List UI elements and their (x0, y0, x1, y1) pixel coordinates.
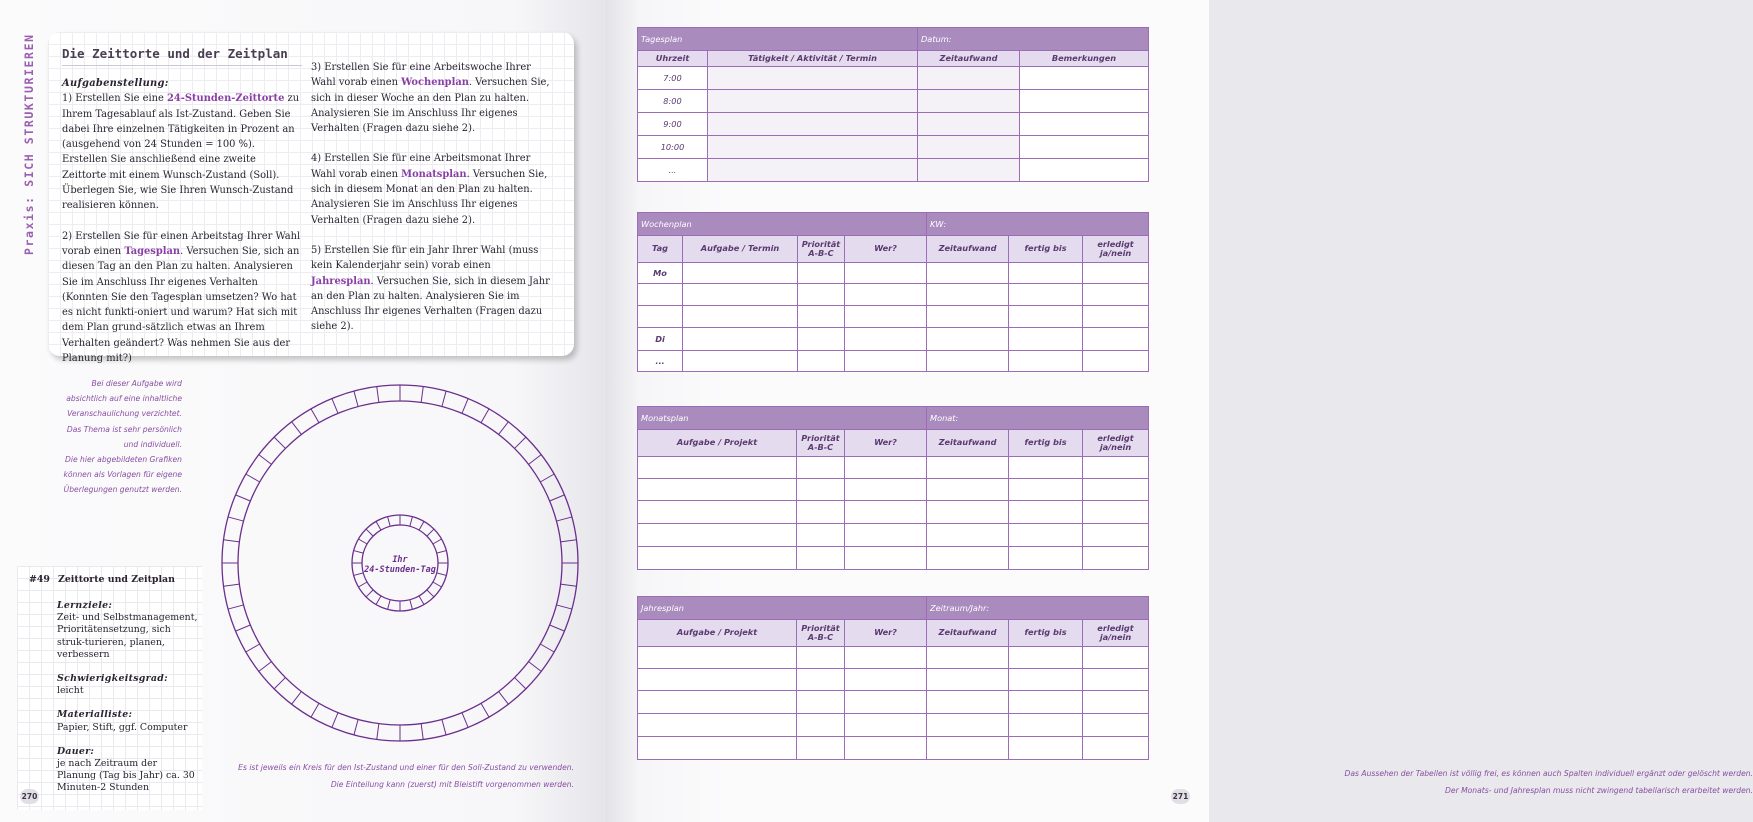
tables-caption-line: Das Aussehen der Tabellen ist völlig frei, es können auch Spalten individuell ergänzt oder gelöscht werden. (1344, 769, 1753, 778)
column-header: Aufgabe / Termin (683, 236, 798, 263)
exercise-details (57, 600, 199, 807)
table-cell[interactable] (1083, 547, 1149, 570)
table-cell[interactable] (845, 737, 927, 760)
outer-segment-tick (292, 692, 302, 705)
day-cell (638, 284, 683, 306)
highlight-term: 24-Stunden-Zeittorte (167, 93, 285, 105)
table-cell[interactable] (1009, 328, 1083, 351)
inner-segment-tick (419, 596, 424, 605)
outer-segment-tick (421, 724, 423, 740)
paragraph-text: 2) Erstellen Sie für einen Arbeitstag Ihrer Wahl vorab einen (62, 230, 301, 257)
inner-segment-tick (437, 573, 447, 576)
remarks-cell[interactable] (1020, 113, 1149, 136)
side-note-line: absichtlich auf eine inhaltliche (66, 394, 182, 404)
table-cell[interactable] (798, 328, 845, 351)
table-cell[interactable] (638, 669, 797, 691)
tagesplan-title: Tagesplan (638, 28, 918, 51)
table-cell[interactable] (1009, 669, 1083, 691)
effort-cell[interactable] (918, 113, 1020, 136)
table-cell[interactable] (797, 547, 845, 570)
table-cell[interactable] (797, 714, 845, 737)
paragraph-text: . Versuchen Sie, sich an diesen Tag an den Plan zu halten. Analysieren Sie im Anschluss Ihr eigenes Verhalten (Konnten Sie den Tagesplan umsetzen? Wo hat es nicht funkti-oniert und warum? Hat sich mit dem Plan grund-sätzlich etwas an Ihrem Verhalten geändert? Was nehmen Sie aus der Planung mit?) (62, 245, 300, 365)
outer-segment-tick (311, 703, 319, 717)
table-cell[interactable] (845, 263, 927, 284)
table-cell[interactable] (1009, 691, 1083, 714)
table-cell[interactable] (1009, 284, 1083, 306)
exercise-number: #49 (29, 574, 50, 585)
table-cell[interactable] (798, 306, 845, 328)
table-cell[interactable] (927, 714, 1009, 737)
material-label: Materialliste: (57, 709, 133, 721)
exercise-info-card (17, 566, 202, 810)
column-header: Zeitaufwand (918, 51, 1020, 67)
table-cell[interactable] (797, 737, 845, 760)
material-value: Papier, Stift, ggf. Computer (57, 721, 188, 733)
difficulty-label: Schwierigkeitsgrad: (57, 673, 168, 685)
column-header: Zeitaufwand (927, 430, 1009, 457)
table-cell[interactable] (638, 547, 797, 570)
table-cell[interactable] (1083, 737, 1149, 760)
outer-segment-tick (481, 703, 489, 717)
table-cell[interactable] (927, 263, 1009, 284)
outer-segment-tick (246, 644, 260, 652)
time-cell: 7:00 (638, 67, 708, 90)
paragraph-text: . Versuchen Sie, sich in dieser Woche an den Plan zu halten. Analysieren Sie im Anschluss Ihr eigenes Verhalten (Fragen dazu siehe 2). (311, 77, 550, 135)
column-header: Aufgabe / Projekt (638, 620, 797, 647)
jahresplan-table (637, 596, 1149, 760)
table-cell[interactable] (797, 669, 845, 691)
table-cell[interactable] (798, 284, 845, 306)
monatsplan-month-label: Monat: (927, 407, 1149, 430)
column-header: Wer? (845, 236, 927, 263)
table-cell[interactable] (1083, 328, 1149, 351)
activity-cell[interactable] (708, 67, 918, 90)
page-number-left: 270 (20, 789, 39, 804)
table-cell[interactable] (1009, 306, 1083, 328)
inner-segment-tick (427, 529, 434, 536)
highlight-term: Jahresplan (311, 275, 371, 287)
outer-segment-tick (292, 422, 302, 435)
tables-caption (1245, 765, 1753, 799)
table-cell[interactable] (845, 306, 927, 328)
activity-cell[interactable] (708, 113, 918, 136)
remarks-cell[interactable] (1020, 136, 1149, 159)
table-cell[interactable] (927, 547, 1009, 570)
duration-value: je nach Zeitraum der Planung (Tag bis Jahr) ca. 30 Minuten-2 Stunden (57, 758, 195, 794)
table-cell[interactable] (683, 284, 798, 306)
table-cell[interactable] (1083, 669, 1149, 691)
outer-segment-tick (224, 540, 240, 542)
table-cell[interactable] (638, 501, 797, 524)
outer-segment-tick (442, 391, 446, 406)
paragraph-text: 5) Erstellen Sie für ein Jahr Ihrer Wahl (muss kein Kalenderjahr sein) vorab einen (311, 244, 539, 272)
paragraph-text: 3) Erstellen Sie für eine Arbeitswoche Ihrer Wahl vorab einen (311, 62, 531, 89)
task-paragraph-5 (311, 243, 551, 335)
table-cell[interactable] (1009, 351, 1083, 372)
outer-segment-tick (274, 437, 285, 448)
side-note-line: können als Vorlagen für eigene (63, 470, 182, 480)
table-cell[interactable] (1009, 647, 1083, 669)
inner-segment-tick (376, 596, 381, 605)
table-cell[interactable] (1009, 263, 1083, 284)
outer-segment-tick (421, 387, 423, 403)
paragraph-text: . Versuchen Sie, sich in diesem Jahr an den Plan zu halten. Analysieren Sie im Anschluss Ihr eigenes Verhalten (Fragen dazu siehe 2). (311, 275, 550, 333)
wochenplan-kw-label: KW: (927, 213, 1149, 236)
time-cell: 9:00 (638, 113, 708, 136)
table-cell[interactable] (927, 479, 1009, 501)
difficulty-block (57, 673, 199, 697)
table-cell[interactable] (683, 263, 798, 284)
table-cell[interactable] (1009, 479, 1083, 501)
inner-segment-tick (437, 551, 447, 554)
table-cell[interactable] (1009, 737, 1083, 760)
clock-caption (214, 759, 574, 793)
table-cell[interactable] (638, 457, 797, 479)
outer-segment-tick (354, 719, 358, 734)
chapter-sidebar-title: Praxis: SICH STRUKTURIEREN (22, 33, 36, 255)
table-cell[interactable] (927, 737, 1009, 760)
goals-label: Lernziele: (57, 600, 113, 611)
time-cell: 8:00 (638, 90, 708, 113)
clock-center-label-line2: 24-Stunden-Tag (364, 565, 436, 575)
column-header: erledigt ja/nein (1083, 236, 1149, 263)
table-cell[interactable] (638, 524, 797, 547)
side-note-line: Veranschaulichung verzichtet. (67, 409, 182, 419)
tables-caption-line: Der Monats- und Jahresplan muss nicht zwingend tabellarisch erarbeitet werden. (1445, 786, 1753, 795)
outer-segment-tick (311, 409, 319, 423)
inner-segment-tick (433, 582, 442, 587)
outer-segment-tick (228, 605, 243, 609)
table-cell[interactable] (1009, 501, 1083, 524)
table-cell[interactable] (1009, 714, 1083, 737)
task-paragraph-2 (62, 229, 302, 367)
column-header: Tag (638, 236, 683, 263)
table-cell[interactable] (845, 284, 927, 306)
table-cell[interactable] (638, 737, 797, 760)
table-cell[interactable] (845, 457, 927, 479)
highlight-term: Tagesplan (124, 245, 181, 257)
column-header: Bemerkungen (1020, 51, 1149, 67)
table-cell[interactable] (845, 691, 927, 714)
jahresplan-title: Jahresplan (638, 597, 927, 620)
inner-segment-tick (366, 529, 373, 536)
column-header: Priorität A-B-C (797, 430, 845, 457)
clock-center-label-line1: Ihr (392, 555, 408, 565)
outer-segment-tick (556, 517, 571, 521)
inner-segment-tick (427, 590, 434, 597)
column-header: fertig bis (1009, 236, 1083, 263)
outer-segment-tick (481, 409, 489, 423)
table-cell[interactable] (1083, 501, 1149, 524)
effort-cell[interactable] (918, 159, 1020, 182)
task-paragraph-4 (311, 151, 551, 227)
wochenplan-title: Wochenplan (638, 213, 927, 236)
paragraph-text: 4) Erstellen Sie für eine Arbeitsmonat Ihrer Wahl vorab einen (311, 153, 531, 180)
wochenplan-table (637, 212, 1149, 372)
outer-segment-tick (499, 422, 509, 435)
column-header: Tätigkeit / Aktivität / Termin (708, 51, 918, 67)
inner-segment-tick (354, 551, 364, 554)
day-cell: ... (638, 351, 683, 372)
table-cell[interactable] (927, 351, 1009, 372)
column-header: Aufgabe / Projekt (638, 430, 797, 457)
table-cell[interactable] (845, 524, 927, 547)
activity-cell[interactable] (708, 159, 918, 182)
jahresplan-period-label: Zeitraum/Jahr: (927, 597, 1149, 620)
title-divider (62, 65, 302, 66)
table-cell[interactable] (927, 501, 1009, 524)
tagesplan-date-label: Datum: (918, 28, 1149, 51)
table-cell[interactable] (1083, 691, 1149, 714)
activity-cell[interactable] (708, 90, 918, 113)
day-cell: Di (638, 328, 683, 351)
outer-segment-tick (529, 455, 542, 465)
task-column-left (62, 76, 302, 381)
goals-value: Zeit- und Selbstmanagement, Prioritätensetzung, sich struk-turieren, planen, verbessern (57, 612, 198, 660)
table-cell[interactable] (638, 647, 797, 669)
column-header: Priorität A-B-C (797, 620, 845, 647)
effort-cell[interactable] (918, 136, 1020, 159)
outer-segment-tick (462, 399, 468, 414)
outer-segment-tick (377, 724, 379, 740)
outer-segment-tick (515, 678, 526, 689)
day-cell (638, 306, 683, 328)
page-number-right: 271 (1171, 789, 1190, 804)
table-cell[interactable] (927, 669, 1009, 691)
outer-segment-tick (377, 387, 379, 403)
paragraph-text: . Versuchen Sie, sich in diesem Monat an den Plan zu halten. Analysieren Sie im Anschluss Ihr eigenes Verhalten (Fragen dazu siehe 2). (311, 168, 548, 226)
table-cell[interactable] (1009, 547, 1083, 570)
time-pie-template (220, 382, 580, 744)
table-cell[interactable] (638, 479, 797, 501)
table-cell[interactable] (845, 547, 927, 570)
outer-segment-tick (561, 584, 577, 586)
monatsplan-title: Monatsplan (638, 407, 927, 430)
task-paragraph-1 (62, 91, 302, 213)
table-cell[interactable] (797, 524, 845, 547)
outer-segment-tick (246, 474, 260, 482)
outer-segment-tick (550, 625, 565, 631)
effort-cell[interactable] (918, 67, 1020, 90)
goals-block (57, 600, 199, 661)
outer-segment-tick (561, 540, 577, 542)
column-header: fertig bis (1009, 620, 1083, 647)
table-cell[interactable] (1083, 263, 1149, 284)
table-cell[interactable] (1083, 647, 1149, 669)
task-paragraph-3 (311, 60, 551, 136)
table-cell[interactable] (927, 457, 1009, 479)
table-cell[interactable] (927, 691, 1009, 714)
exercise-name: Zeittorte und Zeitplan (58, 574, 175, 585)
table-cell[interactable] (798, 351, 845, 372)
time-cell: 10:00 (638, 136, 708, 159)
table-cell[interactable] (845, 351, 927, 372)
table-cell[interactable] (683, 328, 798, 351)
inner-segment-tick (410, 517, 413, 527)
table-cell[interactable] (927, 328, 1009, 351)
paragraph-text: zu Ihrem Tagesablauf als Ist-Zustand. Geben Sie dabei Ihre einzelnen Tätigkeiten in Prozent an (ausgehend von 24 Stunden = 100 %). Erstellen Sie anschließend eine zweite Zeittorte mit einem Wunsch-Zustand (Soll). Überlegen Sie, wie Sie Ihren Wunsch-Zustand realisieren können. (62, 93, 300, 212)
clock-caption-line: Es ist jeweils ein Kreis für den Ist-Zustand und einer für den Soll-Zustand zu verwenden. (238, 763, 574, 772)
outer-segment-tick (540, 644, 554, 652)
paragraph-text: 1) Erstellen Sie eine (62, 93, 167, 105)
table-cell[interactable] (927, 524, 1009, 547)
table-cell[interactable] (798, 263, 845, 284)
effort-cell[interactable] (918, 90, 1020, 113)
inner-segment-tick (354, 573, 364, 576)
inner-segment-tick (388, 517, 391, 527)
right-page (605, 0, 1753, 822)
side-note-line: Das Thema ist sehr persönlich (66, 424, 182, 434)
outer-segment-tick (462, 713, 468, 728)
table-cell[interactable] (1083, 457, 1149, 479)
table-cell[interactable] (845, 647, 927, 669)
remarks-cell[interactable] (1020, 90, 1149, 113)
outer-segment-tick (556, 605, 571, 609)
outer-segment-tick (332, 713, 338, 728)
tagesplan-table (637, 27, 1149, 182)
time-cell: ... (638, 159, 708, 182)
difficulty-value: leicht (57, 685, 84, 697)
outer-segment-tick (515, 437, 526, 448)
outer-segment-tick (274, 678, 285, 689)
outer-segment-tick (259, 455, 272, 465)
side-note-line: Bei dieser Aufgabe wird (91, 379, 182, 388)
side-note (40, 376, 182, 498)
outer-segment-tick (236, 495, 251, 501)
day-cell: Mo (638, 263, 683, 284)
left-page (0, 0, 604, 822)
inner-segment-tick (388, 600, 391, 610)
inner-segment-tick (376, 521, 381, 530)
outer-segment-tick (550, 495, 565, 501)
column-header: Wer? (845, 620, 927, 647)
outer-segment-tick (442, 719, 446, 734)
task-heading: Aufgabenstellung: (62, 78, 169, 89)
highlight-term: Monatsplan (401, 168, 467, 180)
outer-segment-tick (529, 662, 542, 672)
inner-segment-tick (433, 539, 442, 544)
table-cell[interactable] (683, 306, 798, 328)
table-cell[interactable] (1083, 479, 1149, 501)
column-header: Zeitaufwand (927, 620, 1009, 647)
inner-segment-tick (419, 521, 424, 530)
column-header: Priorität A-B-C (798, 236, 845, 263)
outer-segment-tick (354, 391, 358, 406)
duration-label: Dauer: (57, 745, 95, 757)
table-cell[interactable] (797, 479, 845, 501)
side-note-line: und individuell. (123, 439, 182, 449)
highlight-term: Wochenplan (401, 77, 469, 89)
table-cell[interactable] (1083, 351, 1149, 372)
table-cell[interactable] (638, 691, 797, 714)
outer-segment-tick (332, 399, 338, 414)
column-header: erledigt ja/nein (1083, 430, 1149, 457)
duration-block (57, 746, 199, 795)
outer-segment-tick (540, 474, 554, 482)
inner-segment-tick (358, 539, 367, 544)
table-cell[interactable] (927, 647, 1009, 669)
column-header: erledigt ja/nein (1083, 620, 1149, 647)
table-cell[interactable] (927, 284, 1009, 306)
material-block (57, 709, 199, 733)
table-cell[interactable] (845, 501, 927, 524)
table-cell[interactable] (845, 328, 927, 351)
side-note-line: Überlegungen genutzt werden. (63, 485, 182, 495)
clock-caption-line: Die Einteilung kann (zuerst) mit Bleistift vorgenommen werden. (330, 780, 574, 789)
table-cell[interactable] (927, 306, 1009, 328)
inner-segment-tick (366, 590, 373, 597)
inner-segment-tick (358, 582, 367, 587)
activity-cell[interactable] (708, 136, 918, 159)
table-cell[interactable] (1083, 714, 1149, 737)
table-cell[interactable] (1009, 524, 1083, 547)
column-header: Wer? (845, 430, 927, 457)
table-cell[interactable] (845, 669, 927, 691)
remarks-cell[interactable] (1020, 159, 1149, 182)
task-title: Die Zeittorte und der Zeitplan (62, 46, 288, 61)
task-box (48, 32, 574, 365)
table-cell[interactable] (683, 351, 798, 372)
table-cell[interactable] (1083, 284, 1149, 306)
table-cell[interactable] (797, 691, 845, 714)
monatsplan-table (637, 406, 1149, 570)
outer-segment-tick (259, 662, 272, 672)
outer-segment-tick (228, 517, 243, 521)
side-note-line: Die hier abgebildeten Grafiken (65, 455, 182, 465)
table-cell[interactable] (1009, 457, 1083, 479)
table-cell[interactable] (845, 714, 927, 737)
column-header: Uhrzeit (638, 51, 708, 67)
table-cell[interactable] (797, 647, 845, 669)
table-cell[interactable] (1083, 524, 1149, 547)
column-header: Zeitaufwand (927, 236, 1009, 263)
table-cell[interactable] (638, 714, 797, 737)
outer-segment-tick (499, 692, 509, 705)
table-cell[interactable] (797, 501, 845, 524)
column-header: fertig bis (1009, 430, 1083, 457)
outer-segment-tick (224, 584, 240, 586)
remarks-cell[interactable] (1020, 67, 1149, 90)
outer-segment-tick (236, 625, 251, 631)
table-cell[interactable] (797, 457, 845, 479)
inner-segment-tick (410, 600, 413, 610)
task-column-right (311, 60, 551, 350)
table-cell[interactable] (1083, 306, 1149, 328)
table-cell[interactable] (845, 479, 927, 501)
